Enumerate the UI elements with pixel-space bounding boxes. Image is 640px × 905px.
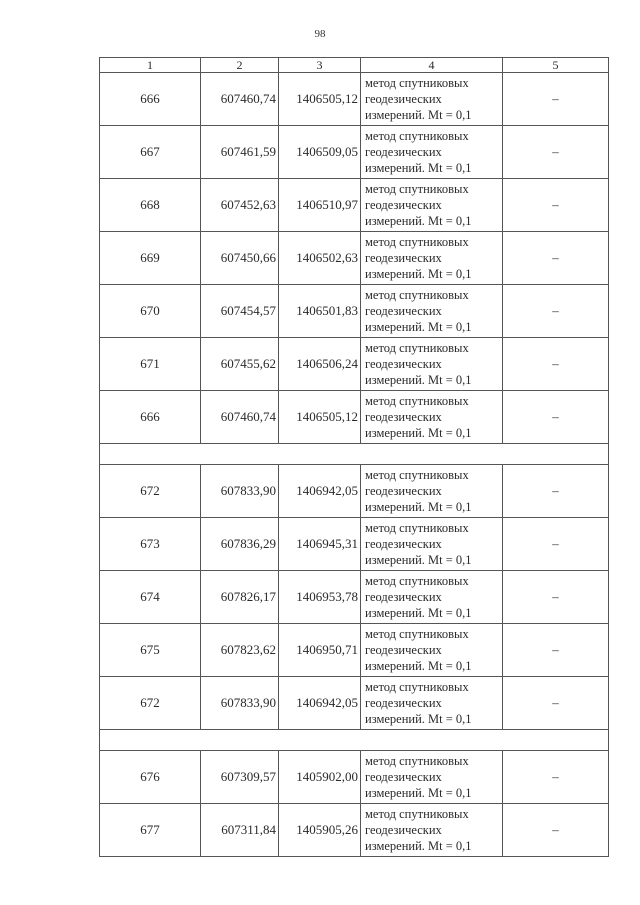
group-separator-cell xyxy=(100,444,609,465)
method-line: геодезических xyxy=(365,145,442,159)
group-separator-row xyxy=(100,730,609,751)
point-number-cell: 671 xyxy=(100,338,201,391)
header-col-3: 3 xyxy=(279,58,361,73)
header-col-1: 1 xyxy=(100,58,201,73)
note-cell: – xyxy=(503,518,609,571)
method-line: метод спутниковых xyxy=(365,807,469,821)
note-cell: – xyxy=(503,624,609,677)
x-coordinate-cell: 607450,66 xyxy=(201,232,279,285)
method-cell xyxy=(361,338,503,391)
x-coordinate-cell: 607826,17 xyxy=(201,571,279,624)
y-coordinate-cell: 1406505,12 xyxy=(279,391,361,444)
point-number-cell: 668 xyxy=(100,179,201,232)
method-line: метод спутниковых xyxy=(365,574,469,588)
table-header-row xyxy=(100,58,609,73)
y-coordinate-cell: 1405902,00 xyxy=(279,751,361,804)
method-cell xyxy=(361,624,503,677)
note-cell: – xyxy=(503,232,609,285)
method-line: геодезических xyxy=(365,770,442,784)
y-coordinate-cell: 1406509,05 xyxy=(279,126,361,179)
point-number-cell: 666 xyxy=(100,391,201,444)
method-line: измерений. Mt = 0,1 xyxy=(365,426,472,440)
point-number-cell: 675 xyxy=(100,624,201,677)
note-cell: – xyxy=(503,285,609,338)
y-coordinate-cell: 1406942,05 xyxy=(279,465,361,518)
point-number-cell: 673 xyxy=(100,518,201,571)
note-cell: – xyxy=(503,804,609,857)
note-cell: – xyxy=(503,677,609,730)
method-cell xyxy=(361,126,503,179)
note-cell: – xyxy=(503,751,609,804)
method-line: метод спутниковых xyxy=(365,754,469,768)
note-cell: – xyxy=(503,73,609,126)
table-row xyxy=(100,338,609,391)
point-number-cell: 676 xyxy=(100,751,201,804)
table-row xyxy=(100,624,609,677)
method-line: измерений. Mt = 0,1 xyxy=(365,214,472,228)
method-line: измерений. Mt = 0,1 xyxy=(365,161,472,175)
y-coordinate-cell: 1406945,31 xyxy=(279,518,361,571)
note-cell: – xyxy=(503,571,609,624)
method-line: геодезических xyxy=(365,410,442,424)
note-cell: – xyxy=(503,465,609,518)
y-coordinate-cell: 1406506,24 xyxy=(279,338,361,391)
table-row xyxy=(100,285,609,338)
x-coordinate-cell: 607311,84 xyxy=(201,804,279,857)
method-line: метод спутниковых xyxy=(365,76,469,90)
method-cell xyxy=(361,804,503,857)
x-coordinate-cell: 607823,62 xyxy=(201,624,279,677)
x-coordinate-cell: 607460,74 xyxy=(201,73,279,126)
method-line: метод спутниковых xyxy=(365,468,469,482)
method-cell xyxy=(361,73,503,126)
method-line: измерений. Mt = 0,1 xyxy=(365,606,472,620)
x-coordinate-cell: 607455,62 xyxy=(201,338,279,391)
table-row xyxy=(100,179,609,232)
table-row xyxy=(100,73,609,126)
table-row xyxy=(100,751,609,804)
table-row xyxy=(100,465,609,518)
method-line: метод спутниковых xyxy=(365,341,469,355)
y-coordinate-cell: 1406501,83 xyxy=(279,285,361,338)
table-row xyxy=(100,518,609,571)
method-cell xyxy=(361,571,503,624)
coordinates-table xyxy=(99,57,609,857)
group-separator-cell xyxy=(100,730,609,751)
method-line: метод спутниковых xyxy=(365,288,469,302)
method-line: геодезических xyxy=(365,92,442,106)
header-col-2: 2 xyxy=(201,58,279,73)
method-line: измерений. Mt = 0,1 xyxy=(365,108,472,122)
method-line: измерений. Mt = 0,1 xyxy=(365,786,472,800)
x-coordinate-cell: 607461,59 xyxy=(201,126,279,179)
method-cell xyxy=(361,179,503,232)
method-line: метод спутниковых xyxy=(365,129,469,143)
header-col-4: 4 xyxy=(361,58,503,73)
point-number-cell: 666 xyxy=(100,73,201,126)
x-coordinate-cell: 607460,74 xyxy=(201,391,279,444)
note-cell: – xyxy=(503,179,609,232)
x-coordinate-cell: 607452,63 xyxy=(201,179,279,232)
method-line: измерений. Mt = 0,1 xyxy=(365,553,472,567)
y-coordinate-cell: 1406510,97 xyxy=(279,179,361,232)
x-coordinate-cell: 607833,90 xyxy=(201,465,279,518)
method-line: измерений. Mt = 0,1 xyxy=(365,320,472,334)
method-cell xyxy=(361,285,503,338)
method-line: геодезических xyxy=(365,696,442,710)
method-cell xyxy=(361,751,503,804)
method-line: геодезических xyxy=(365,823,442,837)
table-row xyxy=(100,571,609,624)
method-cell xyxy=(361,677,503,730)
method-line: метод спутниковых xyxy=(365,521,469,535)
method-line: измерений. Mt = 0,1 xyxy=(365,373,472,387)
method-line: метод спутниковых xyxy=(365,235,469,249)
point-number-cell: 672 xyxy=(100,465,201,518)
point-number-cell: 669 xyxy=(100,232,201,285)
point-number-cell: 670 xyxy=(100,285,201,338)
method-line: геодезических xyxy=(365,537,442,551)
method-cell xyxy=(361,518,503,571)
point-number-cell: 674 xyxy=(100,571,201,624)
header-col-5: 5 xyxy=(503,58,609,73)
y-coordinate-cell: 1406953,78 xyxy=(279,571,361,624)
method-line: геодезических xyxy=(365,643,442,657)
method-line: геодезических xyxy=(365,251,442,265)
method-cell xyxy=(361,232,503,285)
table-row xyxy=(100,804,609,857)
method-cell xyxy=(361,465,503,518)
method-line: метод спутниковых xyxy=(365,627,469,641)
method-line: метод спутниковых xyxy=(365,394,469,408)
table-body xyxy=(100,73,609,857)
method-line: измерений. Mt = 0,1 xyxy=(365,839,472,853)
method-line: геодезических xyxy=(365,304,442,318)
method-line: метод спутниковых xyxy=(365,182,469,196)
x-coordinate-cell: 607833,90 xyxy=(201,677,279,730)
x-coordinate-cell: 607836,29 xyxy=(201,518,279,571)
note-cell: – xyxy=(503,391,609,444)
method-line: геодезических xyxy=(365,198,442,212)
x-coordinate-cell: 607309,57 xyxy=(201,751,279,804)
x-coordinate-cell: 607454,57 xyxy=(201,285,279,338)
y-coordinate-cell: 1406505,12 xyxy=(279,73,361,126)
method-line: геодезических xyxy=(365,357,442,371)
table-row xyxy=(100,391,609,444)
page-number: 98 xyxy=(314,28,326,40)
method-line: измерений. Mt = 0,1 xyxy=(365,500,472,514)
note-cell: – xyxy=(503,338,609,391)
method-line: измерений. Mt = 0,1 xyxy=(365,267,472,281)
method-cell xyxy=(361,391,503,444)
point-number-cell: 667 xyxy=(100,126,201,179)
point-number-cell: 672 xyxy=(100,677,201,730)
method-line: геодезических xyxy=(365,484,442,498)
y-coordinate-cell: 1406502,63 xyxy=(279,232,361,285)
y-coordinate-cell: 1406942,05 xyxy=(279,677,361,730)
table-row xyxy=(100,232,609,285)
point-number-cell: 677 xyxy=(100,804,201,857)
group-separator-row xyxy=(100,444,609,465)
method-line: метод спутниковых xyxy=(365,680,469,694)
y-coordinate-cell: 1405905,26 xyxy=(279,804,361,857)
table-row xyxy=(100,677,609,730)
method-line: измерений. Mt = 0,1 xyxy=(365,659,472,673)
note-cell: – xyxy=(503,126,609,179)
table-row xyxy=(100,126,609,179)
method-line: измерений. Mt = 0,1 xyxy=(365,712,472,726)
y-coordinate-cell: 1406950,71 xyxy=(279,624,361,677)
method-line: геодезических xyxy=(365,590,442,604)
